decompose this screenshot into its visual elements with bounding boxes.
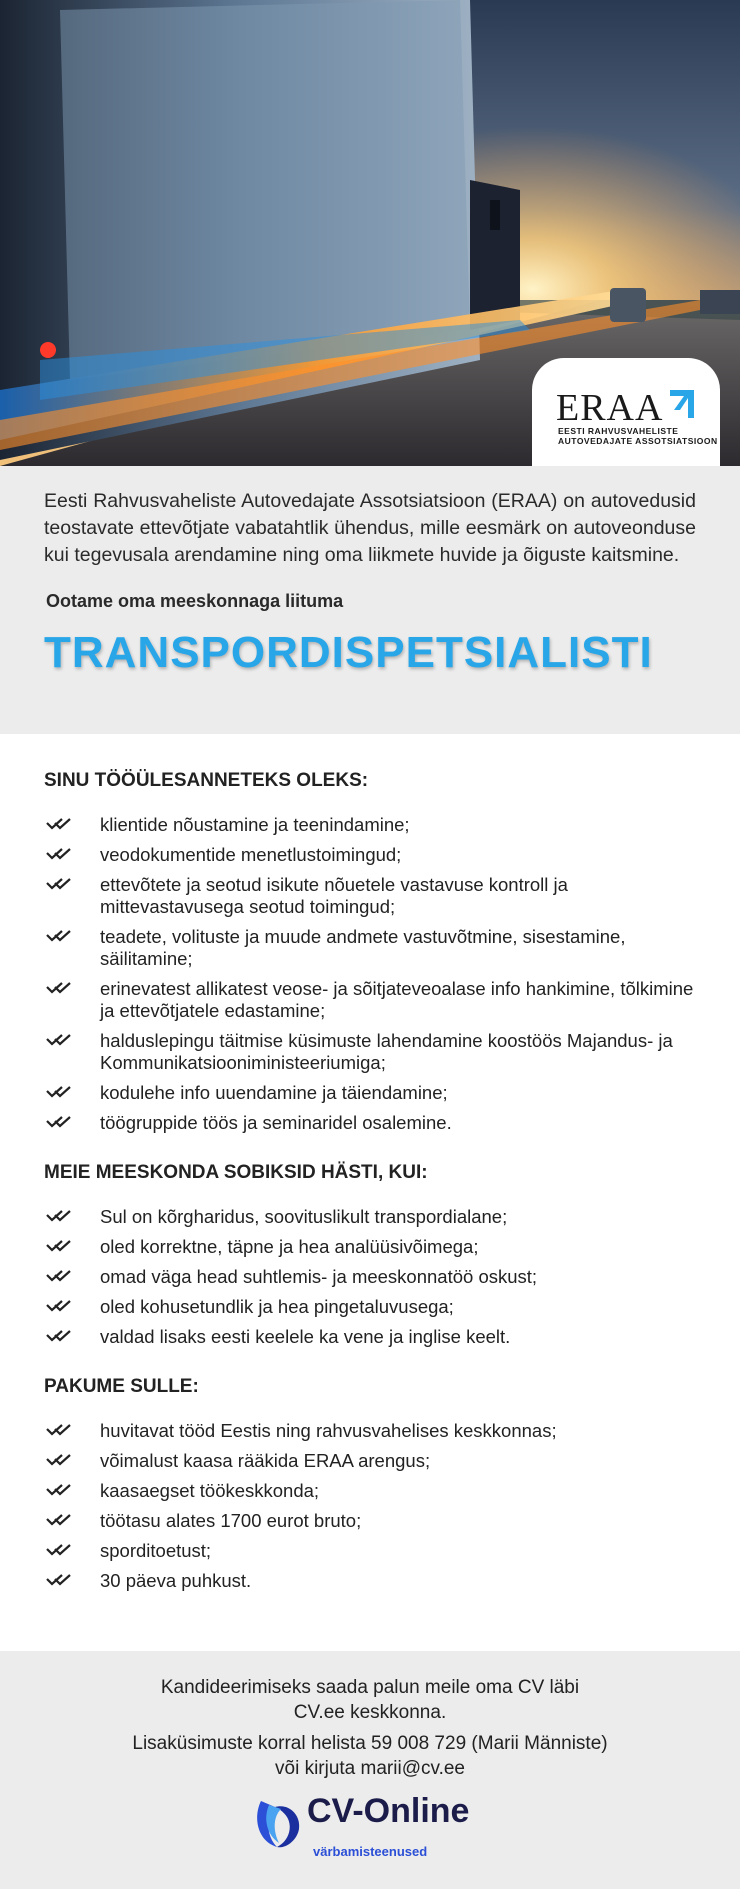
intro-paragraph: Eesti Rahvusvaheliste Autovedajate Assotsiatsioon (ERAA) on autovedusid teostavate ettevõtjate vabatahtlik ühendus, mille eesmärk on autoveonduse kui tegevusala arendamine ning oma liikmete huvide ja õiguste kaitsmine. (44, 490, 696, 566)
double-check-icon (46, 1115, 72, 1129)
contact-phone: Lisaküsimuste korral helista 59 008 729 (Marii Männiste) (132, 1733, 608, 1754)
offer-list (44, 1420, 696, 1592)
double-check-icon (46, 1299, 72, 1313)
double-check-icon (46, 1033, 72, 1047)
double-check-icon (46, 1573, 72, 1587)
list-item: Sul on kõrgharidus, soovituslikult transpordialane; (44, 1206, 696, 1228)
double-check-icon (46, 1483, 72, 1497)
intro-section (0, 466, 740, 734)
list-item: oled korrektne, täpne ja hea analüüsivõimega; (44, 1236, 696, 1258)
double-check-icon (46, 847, 72, 861)
list-item: kaasaegset töökeskkonda; (44, 1480, 696, 1502)
apply-instruction: Kandideerimiseks saada palun meile oma CV läbi (160, 1677, 580, 1698)
job-details (0, 734, 740, 1651)
section-title-offer: PAKUME SULLE: (44, 1376, 199, 1397)
double-check-icon (46, 1269, 72, 1283)
list-item: töötasu alates 1700 eurot bruto; (44, 1510, 696, 1532)
double-check-icon (46, 877, 72, 891)
invite-text: Ootame oma meeskonnaga liituma (46, 591, 344, 611)
list-item: veodokumentide menetlustoimingud; (44, 844, 696, 866)
contact-footer (0, 1651, 740, 1889)
list-item: halduslepingu täitmise küsimuste lahendamine koostöös Majandus- ja Kommunikatsiooniministeeriumiga; (44, 1030, 696, 1074)
double-check-icon (46, 1239, 72, 1253)
eraa-logo-subtitle: EESTI RAHVUSVAHELISTE AUTOVEDAJATE ASSOTSIATSIOON (558, 426, 718, 446)
requirements-list (44, 1206, 696, 1348)
double-check-icon (46, 1543, 72, 1557)
eraa-logo-name: ERAA (556, 387, 664, 429)
double-check-icon (46, 1453, 72, 1467)
list-item: omad väga head suhtlemis- ja meeskonnatöö oskust; (44, 1266, 696, 1288)
job-title: TRANSPORDISPETSIALISTI (44, 628, 653, 677)
hero-image (0, 0, 740, 466)
eraa-logo-card (532, 358, 720, 466)
double-check-icon (46, 981, 72, 995)
list-item: 30 päeva puhkust. (44, 1570, 696, 1592)
apply-instruction-cont: CV.ee keskkonna. (293, 1702, 447, 1723)
double-check-icon (46, 817, 72, 831)
list-item: teadete, volituste ja muude andmete vastuvõtmine, sisestamine, säilitamine; (44, 926, 696, 970)
list-item: oled kohusetundlik ja hea pingetaluvusega; (44, 1296, 696, 1318)
list-item: töögruppide töös ja seminaridel osalemine. (44, 1112, 696, 1134)
section-title-requirements: MEIE MEESKONDA SOBIKSID HÄSTI, KUI: (44, 1162, 428, 1183)
cv-online-subtitle: värbamisteenused (313, 1844, 428, 1859)
double-check-icon (46, 1085, 72, 1099)
list-item: ettevõtete ja seotud isikute nõuetele vastavuse kontroll ja mittevastavusega seotud toimingud; (44, 874, 696, 918)
double-check-icon (46, 929, 72, 943)
list-item: klientide nõustamine ja teenindamine; (44, 814, 696, 836)
list-item: sporditoetust; (44, 1540, 696, 1562)
double-check-icon (46, 1209, 72, 1223)
cv-online-mark-icon (255, 1797, 305, 1851)
cv-online-logo (255, 1792, 485, 1859)
list-item: huvitavat tööd Eestis ning rahvusvahelises keskkonnas; (44, 1420, 696, 1442)
contact-email: või kirjuta marii@cv.ee (275, 1758, 465, 1779)
list-item: erinevatest allikatest veose- ja sõitjateveoalase info hankimine, tõlkimine ja ettevõtjatele edastamine; (44, 978, 696, 1022)
duties-list (44, 814, 696, 1134)
list-item: valdad lisaks eesti keelele ka vene ja inglise keelt. (44, 1326, 696, 1348)
list-item: kodulehe info uuendamine ja täiendamine; (44, 1082, 696, 1104)
eraa-logo-mark-icon (666, 388, 696, 420)
list-item: võimalust kaasa rääkida ERAA arengus; (44, 1450, 696, 1472)
double-check-icon (46, 1329, 72, 1343)
double-check-icon (46, 1423, 72, 1437)
cv-online-name: CV-Online (307, 1792, 470, 1830)
section-title-duties: SINU TÖÖÜLESANNETEKS OLEKS: (44, 770, 369, 791)
double-check-icon (46, 1513, 72, 1527)
